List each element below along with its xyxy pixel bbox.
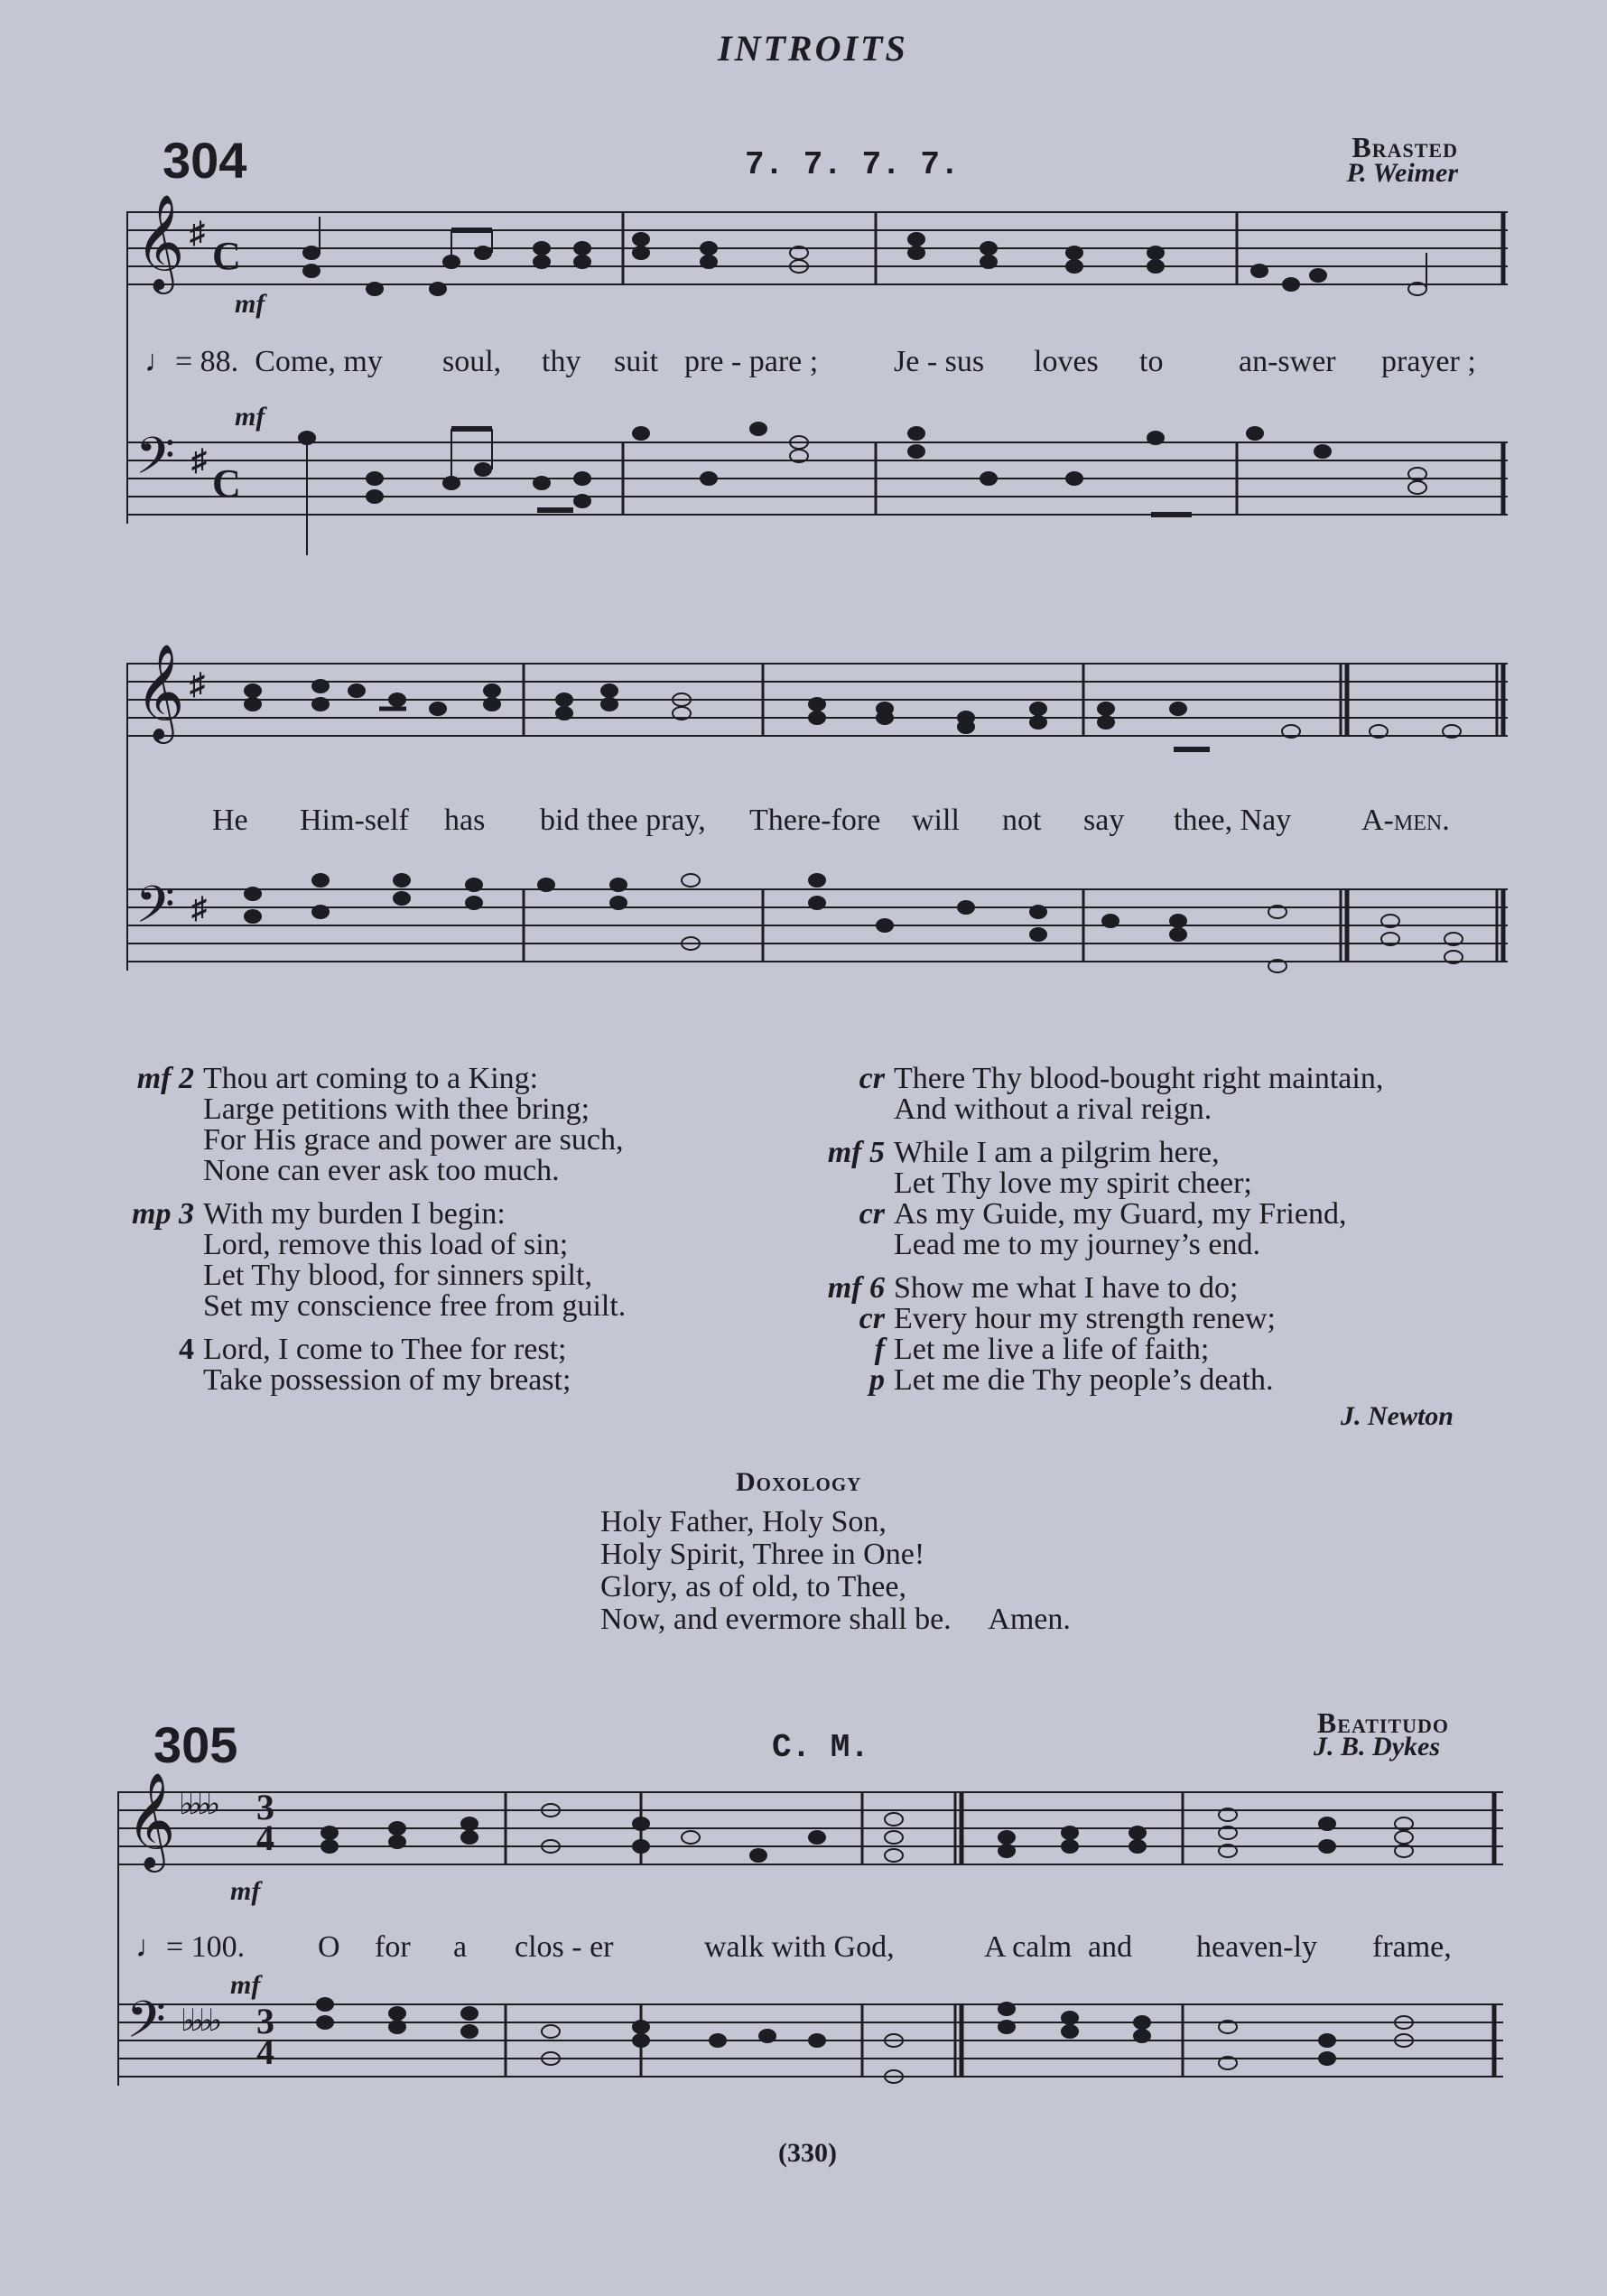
verse-line: Large petitions with thee bring; [203,1092,590,1126]
lyric-word: say [1083,804,1125,837]
lyric-word: and [1088,1930,1133,1964]
hymn-305-number: 305 [153,1716,238,1773]
lyric-word: thee, Nay [1174,804,1292,837]
hymn-304-dynamic-treble: mf [235,289,265,319]
hymn-305-dynamic-treble: mf [230,1876,261,1906]
doxology-line: Now, and evermore shall be. Amen. [600,1603,1071,1636]
doxology-line: Glory, as of old, to Thee, [600,1570,906,1603]
lyric-word: bid thee pray, [540,804,706,837]
bass-clef-icon: 𝄢 [126,1992,166,2060]
lyric-word: pre - pare ; [684,345,819,378]
lyric-word: clos - er [515,1930,614,1964]
treble-clef-icon: 𝄞 [135,196,185,288]
hymn-304-composer: P. Weimer [1346,158,1458,188]
lyric-word: Him-self [300,804,409,837]
treble-clef-icon: 𝄞 [126,1774,176,1866]
verse-line: Let Thy love my spirit cheer; [894,1167,1252,1200]
key-signature-sharp-icon: ♯ [190,217,205,250]
verse-line: Set my conscience free from guilt. [203,1289,627,1323]
hymn-304-meter: 7. 7. 7. 7. [745,146,960,183]
doxology-line: Holy Father, Holy Son, [600,1505,887,1538]
lyric-word: frame, [1372,1930,1452,1964]
key-signature-flats-icon: ♭♭♭♭ [181,2004,218,2038]
verse-mark: mf 6 [827,1271,885,1305]
hymn-305-meter: C. M. [772,1729,870,1766]
hymn-305-tune: Beatitudo [1316,1706,1449,1739]
time-signature-common-icon: C [212,234,241,278]
hymn-304-tune: Brasted [1352,131,1458,163]
hymn-304-lyrics-line-1 [144,345,383,379]
verse-mark: f [874,1333,885,1366]
verse-2 [122,1064,626,1186]
lyric-word: walk with God, [704,1930,895,1964]
verse-mark: cr [859,1197,885,1231]
doxology-text [600,1506,1071,1636]
lyric-word: will [912,804,960,837]
hymn-304-verses-right [813,1064,1383,1396]
hymn-305-dynamic-bass: mf [230,1970,261,2000]
section-header: INTROITS [718,28,908,69]
time-signature-3-4-icon: 3 4 [256,2001,274,2072]
lyric-word: thy [542,345,581,378]
hymn-305-composer: J. B. Dykes [1314,1732,1440,1762]
hymn-304-number: 304 [163,132,247,189]
verse-mark: mf 5 [827,1136,885,1169]
lyric-word: prayer ; [1381,345,1476,378]
hymn-304-dynamic-bass: mf [235,402,265,432]
hymn-304-author: J. Newton [1340,1401,1454,1431]
doxology-title: Doxology [736,1467,862,1497]
verse-mark: p [869,1363,885,1397]
verse-line: For His grace and power are such, [203,1123,624,1157]
time-signature-common-icon: C [212,461,241,506]
lyric-word: a [453,1930,468,1964]
verse-line: Thou art coming to a King: [203,1062,539,1095]
verse-line: Take possession of my breast; [203,1363,571,1397]
tempo-marking: ♩= 88. [144,345,239,378]
verse-line: There Thy blood-bought right maintain, [894,1062,1384,1095]
lyric-word: loves [1034,345,1099,378]
verse-mark: mf 2 [136,1062,194,1095]
verse-line: Lead me to my journey’s end. [894,1228,1261,1261]
lyric-word: suit [614,345,659,378]
bass-clef-icon: 𝄢 [135,428,175,497]
lyric-word: soul, [442,345,502,378]
tempo-marking: ♩= 100. [135,1930,246,1964]
verse-line: As my Guide, my Guard, my Friend, [894,1197,1347,1231]
verse-line: Lord, remove this load of sin; [203,1228,569,1261]
hymn-304-verses-left [122,1064,626,1396]
lyric-word: A calm [984,1930,1073,1964]
lyric-word: not [1002,804,1042,837]
key-signature-sharp-icon: ♯ [191,892,207,925]
verse-mark: 4 [179,1333,194,1366]
verse-line: Show me what I have to do; [894,1271,1239,1305]
key-signature-sharp-icon: ♯ [190,668,205,702]
key-signature-flats-icon: ♭♭♭♭ [179,1788,216,1821]
lyric-amen: A-men. [1361,804,1450,837]
verse-line: Every hour my strength renew; [894,1302,1276,1335]
lyric-word: There-fore [749,804,881,837]
lyric-word: He [212,804,248,837]
lyric-word: for [375,1930,411,1964]
verse-3 [122,1199,626,1322]
verse-line: Lord, I come to Thee for rest; [203,1333,567,1366]
verse-mark: cr [859,1302,885,1335]
lyric-word: has [444,804,486,837]
bass-clef-icon: 𝄢 [135,877,175,945]
verse-line: Let me die Thy people’s death. [894,1363,1274,1397]
verse-mark: cr [859,1062,885,1095]
lyric-word: heaven-ly [1196,1930,1318,1964]
verse-line: While I am a pilgrim here, [894,1136,1220,1169]
verse-line: And without a rival reign. [894,1092,1212,1126]
lyric-word: to [1139,345,1164,378]
key-signature-sharp-icon: ♯ [191,444,207,478]
verse-line: Let Thy blood, for sinners spilt, [203,1259,592,1292]
hymn-304-system-1-notes [126,203,1512,564]
verse-line: With my burden I begin: [203,1197,506,1231]
verse-line: None can ever ask too much. [203,1154,560,1187]
time-signature-3-4-icon: 3 4 [256,1787,274,1858]
lyric-word: O [318,1930,340,1964]
treble-clef-icon: 𝄞 [135,646,185,738]
doxology-line: Holy Spirit, Three in One! [600,1538,925,1571]
lyric-word: Je - sus [894,345,985,378]
verse-mark: mp 3 [132,1197,194,1231]
verse-4 [122,1334,626,1396]
verse-line: Let me live a life of faith; [894,1333,1210,1366]
lyric-word: an-swer [1239,345,1336,378]
lyric-word: Come, my [255,345,383,378]
page-number: (330) [778,2138,837,2168]
